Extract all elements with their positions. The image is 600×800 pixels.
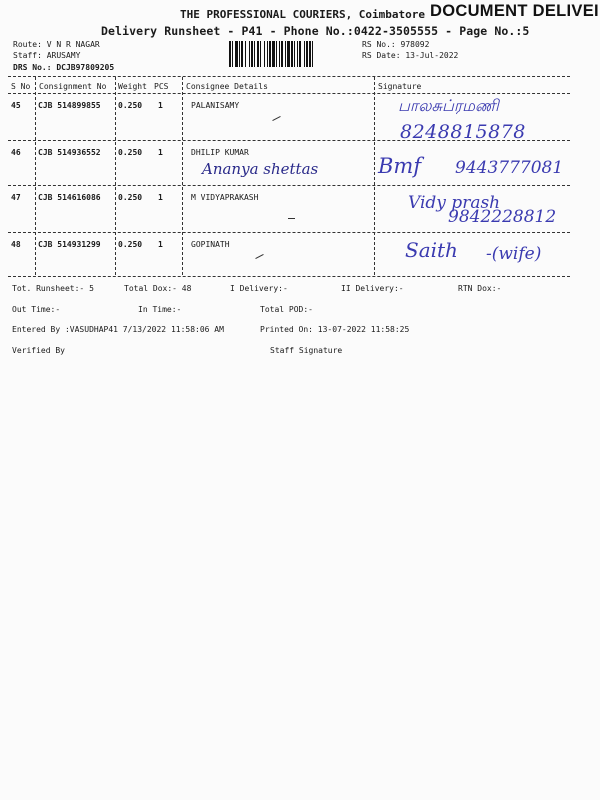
row-pcs: 1: [158, 101, 163, 110]
document-delivery-stamp: DOCUMENT DELIVEI: [430, 2, 599, 20]
row-pcs: 1: [158, 240, 163, 249]
col-consignee: Consignee Details: [186, 82, 268, 91]
table-bottom-rule: [8, 276, 570, 277]
staff-signature: Staff Signature: [270, 346, 343, 355]
col-sno: S No: [11, 82, 31, 91]
row-sno: 47: [11, 193, 21, 202]
col-separator: [115, 77, 116, 275]
row-consignment: CJB 514616086: [38, 193, 101, 202]
tick-mark: [255, 254, 263, 259]
row-consignee: PALANISAMY: [191, 101, 240, 110]
signature-relation: -(wife): [486, 244, 542, 264]
row-consignee: GOPINATH: [191, 240, 230, 249]
row-divider: [8, 185, 570, 186]
signature-name: Bmf: [378, 154, 422, 178]
row-sno: 46: [11, 148, 21, 157]
in-time: In Time:-: [138, 305, 182, 314]
table-top-rule: [8, 76, 570, 77]
signature-name: Saith: [405, 238, 458, 262]
entered-by: Entered By :VASUDHAP41 7/13/2022 11:58:06 AM: [12, 325, 224, 334]
row-consignment: CJB 514931299: [38, 240, 101, 249]
row-consignee: M VIDYAPRAKASH: [191, 193, 259, 202]
signature-name: பாலசுப்ரமணி: [398, 96, 499, 115]
signature-phone: 9842228812: [448, 207, 557, 227]
printed-on: Printed On: 13-07-2022 11:58:25: [260, 325, 410, 334]
signature-phone: 8248815878: [400, 121, 526, 143]
col-weight: Weight: [118, 82, 147, 91]
col-separator: [35, 77, 36, 275]
consignee-handwritten-note: Ananya shettas: [202, 160, 319, 178]
row-consignment: CJB 514899855: [38, 101, 101, 110]
row-sno: 45: [11, 101, 21, 110]
row-sno: 48: [11, 240, 21, 249]
col-pcs: PCS: [154, 82, 169, 91]
out-time: Out Time:-: [12, 305, 61, 314]
verified-by: Verified By: [12, 346, 65, 355]
rs-date: RS Date: 13-Jul-2022: [362, 51, 459, 60]
row-pcs: 1: [158, 193, 163, 202]
row-weight: 0.250: [118, 240, 143, 249]
rs-number: RS No.: 978092: [362, 40, 430, 49]
staff-label: Staff: ARUSAMY: [13, 51, 81, 60]
row-consignment: CJB 514936552: [38, 148, 101, 157]
company-title: THE PROFESSIONAL COURIERS, Coimbatore: [180, 8, 426, 21]
barcode: [229, 41, 354, 67]
row-weight: 0.250: [118, 193, 143, 202]
row-divider: [8, 140, 570, 141]
ii-delivery: II Delivery:-: [341, 284, 404, 293]
signature-name: Vidy prash: [408, 193, 501, 213]
row-weight: 0.250: [118, 148, 143, 157]
row-consignee: DHILIP KUMAR: [191, 148, 249, 157]
table-header-rule: [8, 93, 570, 94]
row-pcs: 1: [158, 148, 163, 157]
tick-mark: [288, 218, 295, 219]
total-dox: Total Dox:- 48: [124, 284, 192, 293]
total-pod: Total POD:-: [260, 305, 313, 314]
drs-number: DRS No.: DCJB97809205: [13, 63, 115, 72]
runsheet-subtitle: Delivery Runsheet - P41 - Phone No.:0422-3505555 - Page No.:5: [101, 24, 530, 38]
signature-phone: 9443777081: [455, 158, 564, 178]
rtn-dox: RTN Dox:-: [458, 284, 502, 293]
row-divider: [8, 232, 570, 233]
i-delivery: I Delivery:-: [230, 284, 288, 293]
col-signature: Signature: [378, 82, 422, 91]
col-separator: [182, 77, 183, 275]
tick-mark: [272, 116, 280, 121]
route-label: Route: V N R NAGAR: [13, 40, 100, 49]
col-consignment: Consignment No: [39, 82, 107, 91]
row-weight: 0.250: [118, 101, 143, 110]
col-separator: [374, 77, 375, 275]
total-runsheet: Tot. Runsheet:- 5: [12, 284, 94, 293]
